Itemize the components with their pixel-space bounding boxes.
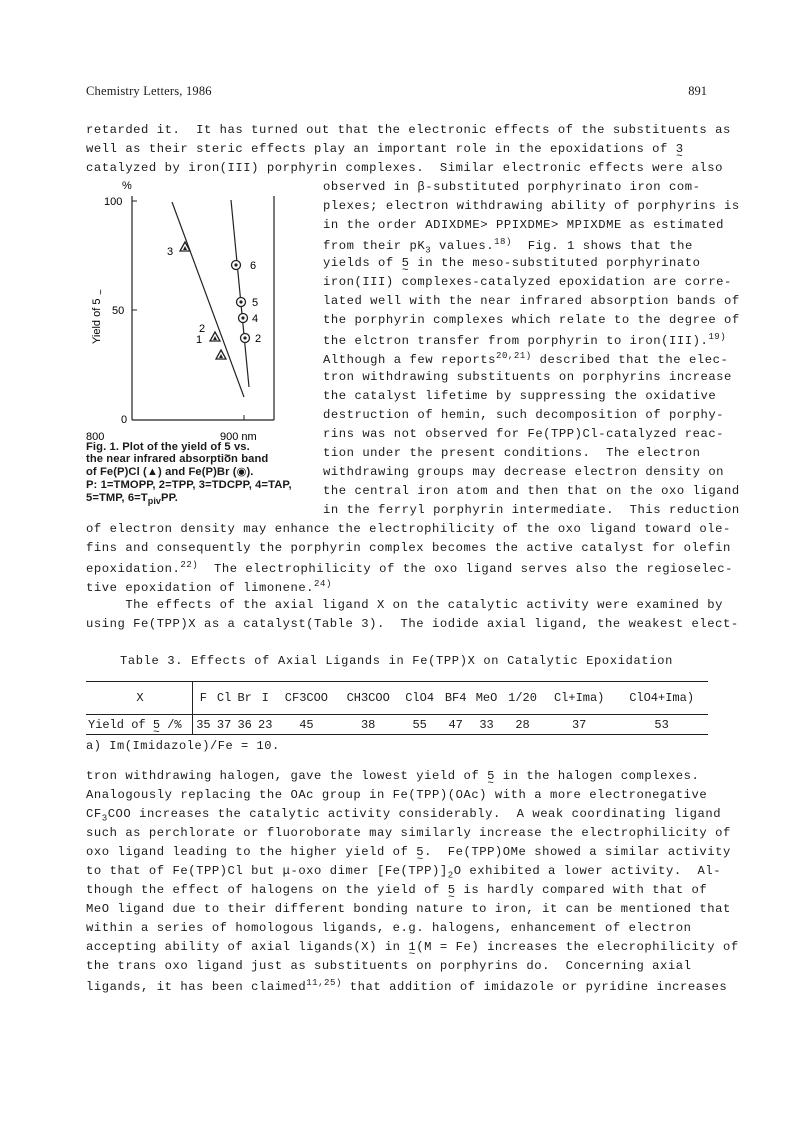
- body-line: rins was not observed for Fe(TPP)Cl-catalyzed reac-: [323, 427, 725, 441]
- figure-caption-line: of Fe(P)Cl (▲) and Fe(P)Br (◉).: [86, 466, 254, 478]
- body-line: such as perchlorate or fluoroborate may similarly increase the electrophilicity of: [86, 826, 731, 840]
- table-row: [86, 715, 708, 735]
- table-cell: 38: [337, 715, 399, 735]
- compound-ref: 1 ~: [408, 940, 416, 954]
- table-header-cell: ClO4+Ima): [615, 682, 708, 715]
- y-axis-label: Yield of 5: [91, 298, 103, 344]
- point-label: 6: [250, 260, 257, 272]
- table-header-text: ClO4: [405, 691, 435, 705]
- y-tick-label: 50: [112, 305, 125, 317]
- figure-caption-line: Fig. 1. Plot of the yield of 5 ~ vs.: [86, 441, 250, 453]
- body-line: using Fe(TPP)X as a catalyst(Table 3). The iodide axial ligand, the weakest elect-: [86, 617, 739, 631]
- body-line: the elctron transfer from porphyrin to iron(III).$^{19)}$: [323, 332, 727, 349]
- table-header-cell: [276, 682, 338, 715]
- body-line: retarded it. It has turned out that the electronic effects of the substituents as: [86, 123, 731, 137]
- body-line: the trans oxo ligand just as substituents on porphyrins do. Concerning axial: [86, 959, 692, 973]
- table-header-text: CF3COO: [284, 691, 329, 705]
- body-line: destruction of hemin, such decomposition of porphy-: [323, 408, 725, 422]
- table-header-cell: Cl+Ima): [543, 682, 615, 715]
- body-line: The effects of the axial ligand X on the catalytic activity were examined by: [86, 598, 723, 612]
- table-title: Table 3. Effects of Axial Ligands in Fe(TPP)X on Catalytic Epoxidation: [119, 654, 674, 668]
- table-header-cell: 1/20: [502, 682, 543, 715]
- table-cell: 36: [234, 715, 255, 735]
- body-line: accepting ability of axial ligands(X) in 1 ~(M = Fe) increases the elecrophilicity of: [86, 940, 739, 954]
- compound-ref: 5 ~: [153, 718, 160, 732]
- body-line: though the effect of halogens on the yield of 5 ~ is hardly compared with that of: [86, 883, 707, 897]
- compound-ref: 5 ~: [224, 441, 230, 453]
- compound-ref: 5 ~: [487, 769, 495, 783]
- body-line: Although a few reports$^{20,21)}$ described that the elec-: [323, 351, 729, 368]
- point-label: 2: [199, 323, 206, 335]
- x-tick-label: 800: [86, 431, 105, 442]
- y-tick-label: 100: [104, 196, 123, 208]
- body-line: tron withdrawing substituents on porphyrins increase: [323, 370, 732, 384]
- figure-caption-line: 5=TMP, $6=T_{piv}PP$.: [86, 492, 178, 507]
- table-cell: 35: [193, 715, 214, 735]
- body-line: observed in β-substituted porphyrinato iron com-: [323, 180, 701, 194]
- body-line: tion under the present conditions. The electron: [323, 446, 701, 460]
- table-header-row: [86, 682, 708, 715]
- compound-ref: 5 ~: [402, 256, 410, 270]
- table-header-cell: [440, 682, 471, 715]
- data-point-br-4: [239, 314, 248, 323]
- figure-caption-line: P: 1=TMOPP, 2=TPP, 3=TDCPP, 4=TAP,: [86, 479, 292, 491]
- table-3: [86, 681, 708, 735]
- body-line: within a series of homologous ligands, e.g. halogens, enhancement of electron: [86, 921, 692, 935]
- page-number: 891: [688, 84, 707, 98]
- point-label: 2: [255, 333, 262, 345]
- table-cell: 53: [615, 715, 708, 735]
- data-point-br-2: [241, 334, 250, 343]
- figure-1-plot: [84, 172, 324, 442]
- table-header-text: BF4: [444, 691, 467, 705]
- table-cell: 37: [214, 715, 235, 735]
- body-line: iron(III) complexes-catalyzed epoxidation are corre-: [323, 275, 732, 289]
- trend-line-bromide: [231, 200, 249, 387]
- journal-header: Chemistry Letters, 1986: [86, 84, 212, 98]
- body-line: Analogously replacing the OAc group in Fe(TPP)(OAc) with a more electronegative: [86, 788, 708, 802]
- table-header-text: CH3COO: [346, 691, 390, 705]
- compound-ref: 3 ~: [676, 142, 684, 156]
- table-cell: 33: [471, 715, 502, 735]
- body-line: from their $pK_3$ values.$^{18)}$ Fig. 1 shows that the: [323, 237, 693, 256]
- body-line: withdrawing groups may decrease electron density on: [323, 465, 725, 479]
- data-point-cl-2: [210, 332, 220, 341]
- body-line: MeO ligand due to their different bonding nature to iron, it can be mentioned that: [86, 902, 731, 916]
- body-line: catalyzed by iron(III) porphyrin complexes. Similar electronic effects were also: [86, 161, 723, 175]
- y-unit-label: %: [122, 180, 132, 192]
- data-point-cl-1: [216, 350, 226, 359]
- body-line: to that of Fe(TPP)Cl but μ-oxo dimer $[Fe(TPP)]_2O$ exhibited a lower activity. Al-: [86, 864, 722, 881]
- table-header-cell: F: [193, 682, 214, 715]
- table-header-cell: MeO: [471, 682, 502, 715]
- body-line: the central iron atom and then that on the oxo ligand: [323, 484, 740, 498]
- body-line: oxo ligand leading to the higher yield of 5 ~. Fe(TPP)OMe showed a similar activity: [86, 845, 731, 859]
- table-cell: 28: [502, 715, 543, 735]
- table-header-cell: [399, 682, 440, 715]
- body-line: tive epoxidation of limonene.$^{24)}$: [86, 579, 332, 596]
- body-line: epoxidation.$^{22)}$ The electrophilicity of the oxo ligand serves also the regioselec-: [86, 560, 733, 577]
- table-header-cell: Cl: [214, 682, 235, 715]
- table-cell: 55: [399, 715, 440, 735]
- point-label: 4: [252, 313, 259, 325]
- data-point-br-6: [232, 261, 241, 270]
- table-row-label: Yield of 5 ~ /%: [86, 715, 193, 735]
- body-line: lated well with the near infrared absorption bands of: [323, 294, 740, 308]
- body-line: the porphyrin complexes which relate to the degree of: [323, 313, 740, 327]
- compound-ref: 5 ~: [448, 883, 456, 897]
- table-cell: 47: [440, 715, 471, 735]
- body-line: in the ferryl porphyrin intermediate. This reduction: [323, 503, 740, 517]
- table-header-cell: [337, 682, 399, 715]
- table-cell: 23: [255, 715, 276, 735]
- point-label: 1: [196, 334, 203, 346]
- table-header-cell: I: [255, 682, 276, 715]
- compound-ref: 5 ~: [416, 845, 424, 859]
- table-header-cell: Br: [234, 682, 255, 715]
- figure-caption-line: the near infrared absorption band: [86, 453, 269, 465]
- body-line: in the order ADIXDME> PPIXDME> MPIXDME as estimated: [323, 218, 725, 232]
- trend-line-chloride: [172, 202, 244, 397]
- body-line: of electron density may enhance the electrophilicity of the oxo ligand toward ole-: [86, 522, 731, 536]
- y-tick-label: 0: [121, 414, 128, 426]
- point-label: 5: [252, 297, 259, 309]
- data-point-br-5: [237, 298, 246, 307]
- x-tick-label: 900 nm: [220, 431, 257, 442]
- body-line: well as their steric effects play an important role in the epoxidations of 3 ~: [86, 142, 684, 156]
- body-line: the catalyst lifetime by suppressing the oxidative: [323, 389, 717, 403]
- tilde-mark: ~: [96, 289, 107, 295]
- table-cell: 45: [276, 715, 338, 735]
- body-line: tron withdrawing halogen, gave the lowest yield of 5 ~ in the halogen complexes.: [86, 769, 699, 783]
- body-line: ligands, it has been claimed$^{11,25)}$ that addition of imidazole or pyridine increases: [86, 978, 728, 995]
- table-cell: 37: [543, 715, 615, 735]
- table-footnote: a) Im(Imidazole)/Fe = 10.: [86, 739, 280, 753]
- point-label: 3: [167, 246, 174, 258]
- body-line: $CF_3COO$ increases the catalytic activity considerably. A weak coordinating ligand: [86, 807, 722, 824]
- body-line: plexes; electron withdrawing ability of porphyrins is: [323, 199, 740, 213]
- body-line: fins and consequently the porphyrin complex becomes the active catalyst for olefin: [86, 541, 731, 555]
- table-header-cell: X: [86, 682, 193, 715]
- body-line: yields of 5 ~ in the meso-substituted porphyrinato: [323, 256, 700, 270]
